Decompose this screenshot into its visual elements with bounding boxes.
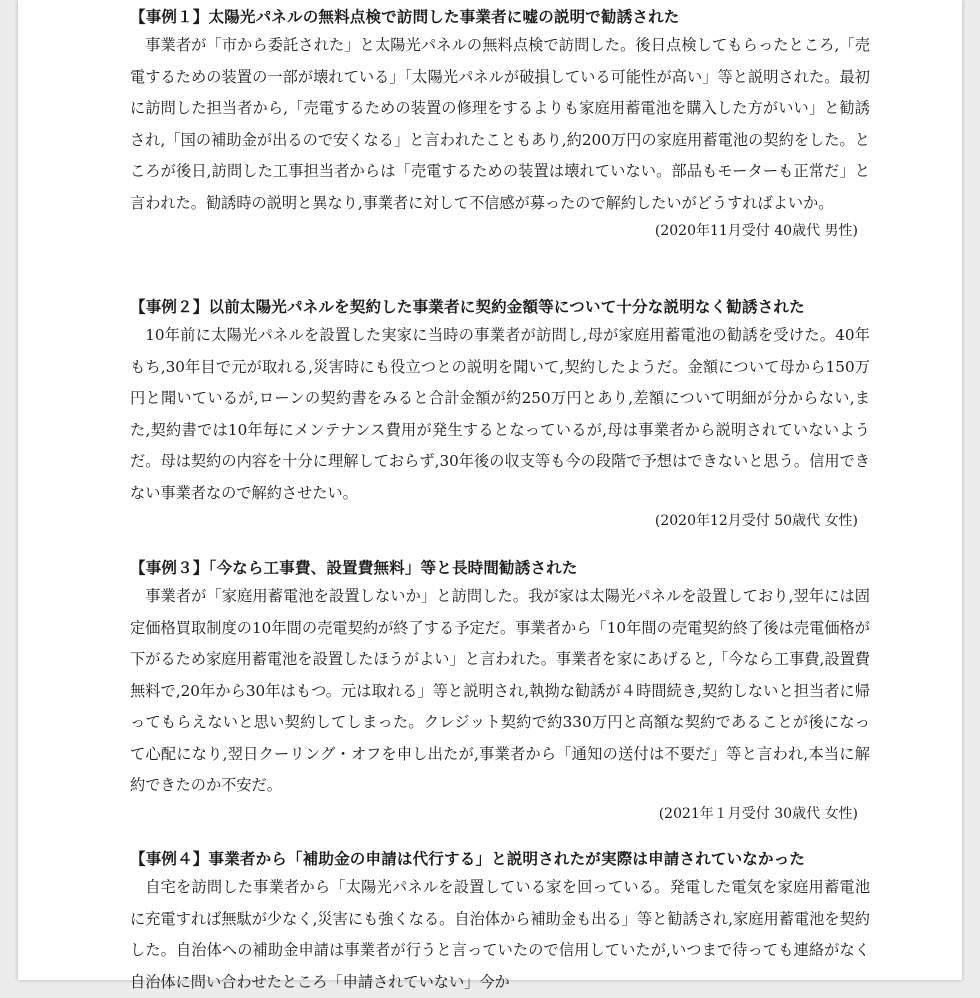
- case-4-heading: 【事例４】事業者から「補助金の申請は代行する」と説明されたが実際は申請されていなかった: [130, 850, 806, 868]
- case-4: [130, 848, 870, 998]
- case-3: [130, 557, 870, 826]
- case-4-body: 自宅を訪問した事業者から「太陽光パネルを設置している家を回っている。発電した電気を家庭用蓄電池に充電すれば無駄が少なく,災害にも強くなる。自治体から補助金も出る」等と勧誘され,家庭用蓄電池を契約した。自治体への補助金申請は事業者が行うと言っていたので信用していたが,いつまで待っても連絡がなく自治体に問い合わせたところ「申請されていない」今か: [130, 878, 871, 991]
- case-1-heading: 【事例１】太陽光パネルの無料点検で訪問した事業者に嘘の説明で勧誘された: [130, 8, 680, 26]
- document-page: [18, 0, 962, 991]
- case-2-body: 10年前に太陽光パネルを設置した実家に当時の事業者が訪問し,母が家庭用蓄電池の勧誘を受けた。40年もち,30年目で元が取れる,災害時にも役立つとの説明を聞いて,契約したようだ。金額について母から150万円と聞いているが,ローンの契約書をみると合計金額が約250万円とあり,差額について明細が分からない,また,契約書では10年毎にメンテナンス費用が発生するとなっているが,母は事業者から説明されていないようだ。母は契約の内容を十分に理解しておらず,30年後の収支等も今の段階で予想はできないと思う。信用できない事業者なので解約させたい。: [130, 326, 870, 502]
- case-3-body: 事業者が「家庭用蓄電池を設置しないか」と訪問した。我が家は太陽光パネルを設置しており,翌年には固定価格買取制度の10年間の売電契約が終了する予定だ。事業者から「10年間の売電契約終了後は売電価格が下がるため家庭用蓄電池を設置したほうがよい」と言われた。事業者を家にあげると,「今なら工事費,設置費無料で,20年から30年はもつ。元は取れる」等と説明され,執拗な勧誘が４時間続き,契約しないと担当者に帰ってもらえないと思い契約してしまった。クレジット契約で約330万円と高額な契約であることが後になって心配になり,翌日クーリング・オフを申し出たが,事業者から「通知の送付は不要だ」等と言われ,本当に解約できたのか不安だ。: [130, 587, 870, 794]
- case-2-heading: 【事例２】以前太陽光パネルを契約した事業者に契約金額等について十分な説明なく勧誘された: [130, 298, 805, 316]
- case-2: [130, 296, 870, 533]
- case-3-meta: (2021年１月受付 30歳代 女性): [658, 805, 858, 822]
- case-1-meta: (2020年11月受付 40歳代 男性): [654, 223, 858, 239]
- case-2-meta: (2020年12月受付 50歳代 女性): [654, 513, 858, 529]
- case-1: [130, 6, 870, 243]
- case-1-body: 事業者が「市から委託された」と太陽光パネルの無料点検で訪問した。後日点検してもらったところ,「売電するための装置の一部が壊れている」「太陽光パネルが破損している可能性が高い」等と説明された。最初に訪問した担当者から,「売電するための装置の修理をするよりも家庭用蓄電池を購入した方がいい」と勧誘され,「国の補助金が出るので安くなる」と言われたこともあり,約200万円の家庭用蓄電池の契約をした。ところが後日,訪問した工事担当者からは「売電するための装置は壊れていない。部品もモーターも正常だ」と言われた。勧誘時の説明と異なり,事業者に対して不信感が募ったので解約したいがどうすればよいか。: [130, 36, 870, 212]
- case-3-heading: 【事例３】「今なら工事費、設置費無料」等と長時間勧誘された: [130, 559, 578, 577]
